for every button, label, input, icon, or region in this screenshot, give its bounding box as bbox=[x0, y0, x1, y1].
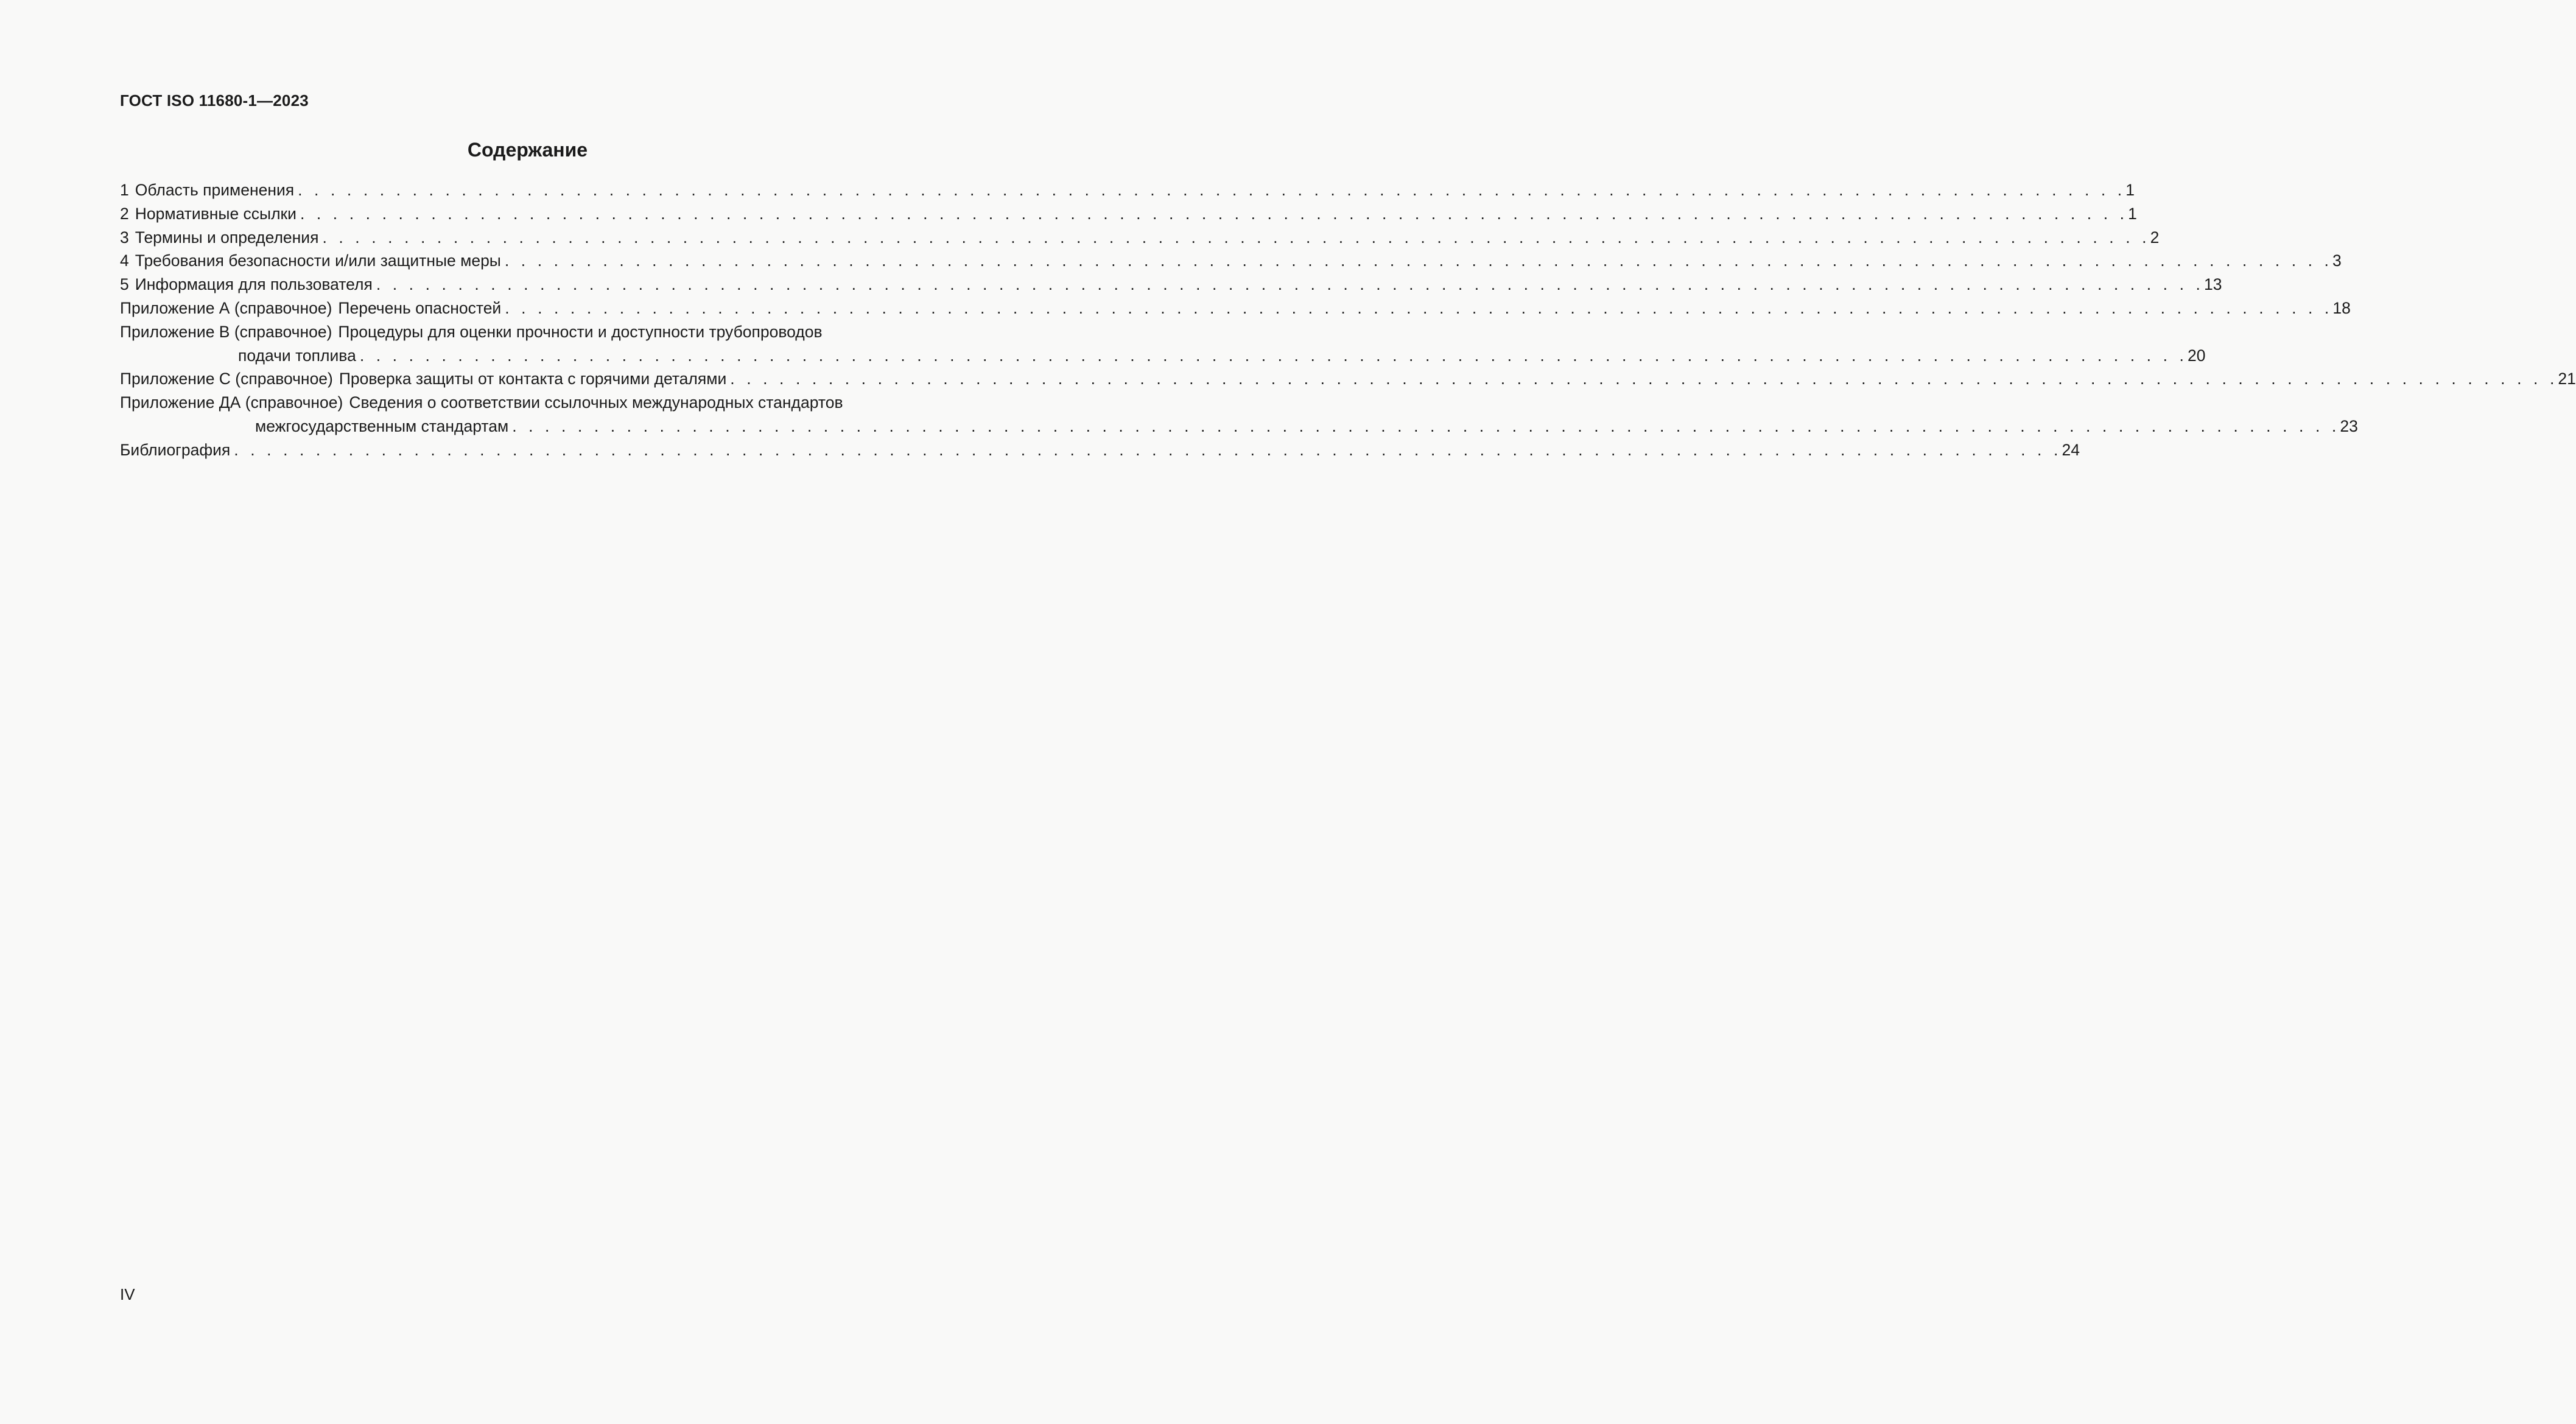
toc-entry-page: 2 bbox=[2150, 228, 2160, 247]
toc-bibliography[interactable] bbox=[120, 438, 2080, 462]
toc-entry-title: Нормативные ссылки bbox=[135, 204, 297, 223]
toc-entry-number: 3 bbox=[120, 228, 129, 247]
toc-entry-title: Область применения bbox=[135, 181, 295, 199]
toc-annex-a[interactable] bbox=[120, 296, 2351, 320]
annex-title: Перечень опасностей bbox=[338, 298, 502, 317]
toc-entry-page: 20 bbox=[2187, 346, 2206, 365]
toc-leader-dots: . . . . . . . . . . . . . . . . . . . . . . . . . . . . . . . . . . . . . . . . . . . . . . . . . . . . . . . . . . . . . . . . . . . . . . . . . . . . . . . . . . . . . . . . . . . . . . . . . . . . . . . . . . . . . . . . bbox=[376, 275, 2204, 294]
toc-entry-page: 21 bbox=[2558, 370, 2576, 388]
toc-title: Содержание bbox=[467, 139, 588, 161]
annex-title-line1: Сведения о соответствии ссылочных международных стандартов bbox=[349, 393, 843, 412]
annex-title-line1: Процедуры для оценки прочности и доступности трубопроводов bbox=[338, 322, 823, 341]
toc-annex-da[interactable] bbox=[120, 391, 935, 415]
toc-entry-page: 23 bbox=[2340, 416, 2358, 435]
toc-entry-number: 1 bbox=[120, 181, 129, 199]
toc-leader-dots: . . . . . . . . . . . . . . . . . . . . . . . . . . . . . . . . . . . . . . . . . . . . . . . . . . . . . . . . . . . . . . . . . . . . . . . . . . . . . . . . . . . . . . . . . . . . . . . . . . . . . . . . . . . . . . . . bbox=[359, 346, 2188, 365]
toc-entry-title: Термины и определения bbox=[135, 228, 319, 247]
toc-entry-4[interactable] bbox=[120, 249, 2342, 273]
toc-entry-3[interactable] bbox=[120, 226, 2160, 250]
toc-entry-page: 24 bbox=[2062, 440, 2080, 459]
toc-annex-b-continuation[interactable] bbox=[120, 344, 2206, 368]
toc-leader-dots: . . . . . . . . . . . . . . . . . . . . . . . . . . . . . . . . . . . . . . . . . . . . . . . . . . . . . . . . . . . . . . . . . . . . . . . . . . . . . . . . . . . . . . . . . . . . . . . . . . . . . . . . . . . . . . . . bbox=[300, 204, 2129, 223]
toc-leader-dots: . . . . . . . . . . . . . . . . . . . . . . . . . . . . . . . . . . . . . . . . . . . . . . . . . . . . . . . . . . . . . . . . . . . . . . . . . . . . . . . . . . . . . . . . . . . . . . . . . . . . . . . . . . . . . . . . bbox=[298, 181, 2126, 199]
annex-title-line2: межгосударственным стандартам bbox=[255, 416, 509, 435]
toc-annex-b[interactable] bbox=[120, 320, 935, 344]
annex-title-line2: подачи топлива bbox=[238, 346, 356, 365]
toc-entry-2[interactable] bbox=[120, 202, 2137, 226]
page-number: IV bbox=[120, 1285, 135, 1303]
annex-label: Приложение В (справочное) bbox=[120, 322, 332, 341]
toc-leader-dots: . . . . . . . . . . . . . . . . . . . . . . . . . . . . . . . . . . . . . . . . . . . . . . . . . . . . . . . . . . . . . . . . . . . . . . . . . . . . . . . . . . . . . . . . . . . . . . . . . . . . . . . . . . . . . . . . bbox=[512, 416, 2340, 435]
toc-entry-title: Требования безопасности и/или защитные меры bbox=[135, 251, 501, 270]
toc-entry-5[interactable] bbox=[120, 273, 2222, 296]
toc-entry-page: 3 bbox=[2332, 251, 2342, 270]
toc-leader-dots: . . . . . . . . . . . . . . . . . . . . . . . . . . . . . . . . . . . . . . . . . . . . . . . . . . . . . . . . . . . . . . . . . . . . . . . . . . . . . . . . . . . . . . . . . . . . . . . . . . . . . . . . . . . . . . . . bbox=[505, 298, 2333, 317]
toc-entry-title: Информация для пользователя bbox=[135, 275, 373, 294]
toc-annex-c[interactable] bbox=[120, 367, 2576, 391]
toc-entry-number: 5 bbox=[120, 275, 129, 294]
annex-label: Приложение ДА (справочное) bbox=[120, 393, 343, 412]
table-of-contents bbox=[120, 178, 2576, 462]
toc-entry-number: 2 bbox=[120, 204, 129, 223]
toc-entry-page: 18 bbox=[2332, 298, 2351, 317]
toc-entry-page: 1 bbox=[2125, 181, 2135, 199]
document-id: ГОСТ ISO 11680-1—2023 bbox=[120, 91, 309, 110]
toc-entry-page: 13 bbox=[2203, 275, 2222, 294]
toc-annex-da-continuation[interactable] bbox=[120, 415, 2358, 438]
toc-entry-number: 4 bbox=[120, 251, 129, 270]
toc-leader-dots: . . . . . . . . . . . . . . . . . . . . . . . . . . . . . . . . . . . . . . . . . . . . . . . . . . . . . . . . . . . . . . . . . . . . . . . . . . . . . . . . . . . . . . . . . . . . . . . . . . . . . . . . . . . . . . . . bbox=[322, 228, 2150, 247]
toc-entry-page: 1 bbox=[2128, 204, 2137, 223]
annex-title: Проверка защиты от контакта с горячими деталями bbox=[339, 370, 727, 388]
toc-leader-dots: . . . . . . . . . . . . . . . . . . . . . . . . . . . . . . . . . . . . . . . . . . . . . . . . . . . . . . . . . . . . . . . . . . . . . . . . . . . . . . . . . . . . . . . . . . . . . . . . . . . . . . . . . . . . . . . . bbox=[234, 440, 2062, 459]
annex-label: Приложение С (справочное) bbox=[120, 370, 333, 388]
toc-leader-dots: . . . . . . . . . . . . . . . . . . . . . . . . . . . . . . . . . . . . . . . . . . . . . . . . . . . . . . . . . . . . . . . . . . . . . . . . . . . . . . . . . . . . . . . . . . . . . . . . . . . . . . . . . . . . . . . . bbox=[504, 251, 2333, 270]
toc-leader-dots: . . . . . . . . . . . . . . . . . . . . . . . . . . . . . . . . . . . . . . . . . . . . . . . . . . . . . . . . . . . . . . . . . . . . . . . . . . . . . . . . . . . . . . . . . . . . . . . . . . . . . . . . . . . . . . . . bbox=[730, 370, 2558, 388]
annex-label: Приложение А (справочное) bbox=[120, 298, 332, 317]
bibliography-title: Библиография bbox=[120, 440, 231, 459]
toc-entry-1[interactable] bbox=[120, 178, 2135, 202]
